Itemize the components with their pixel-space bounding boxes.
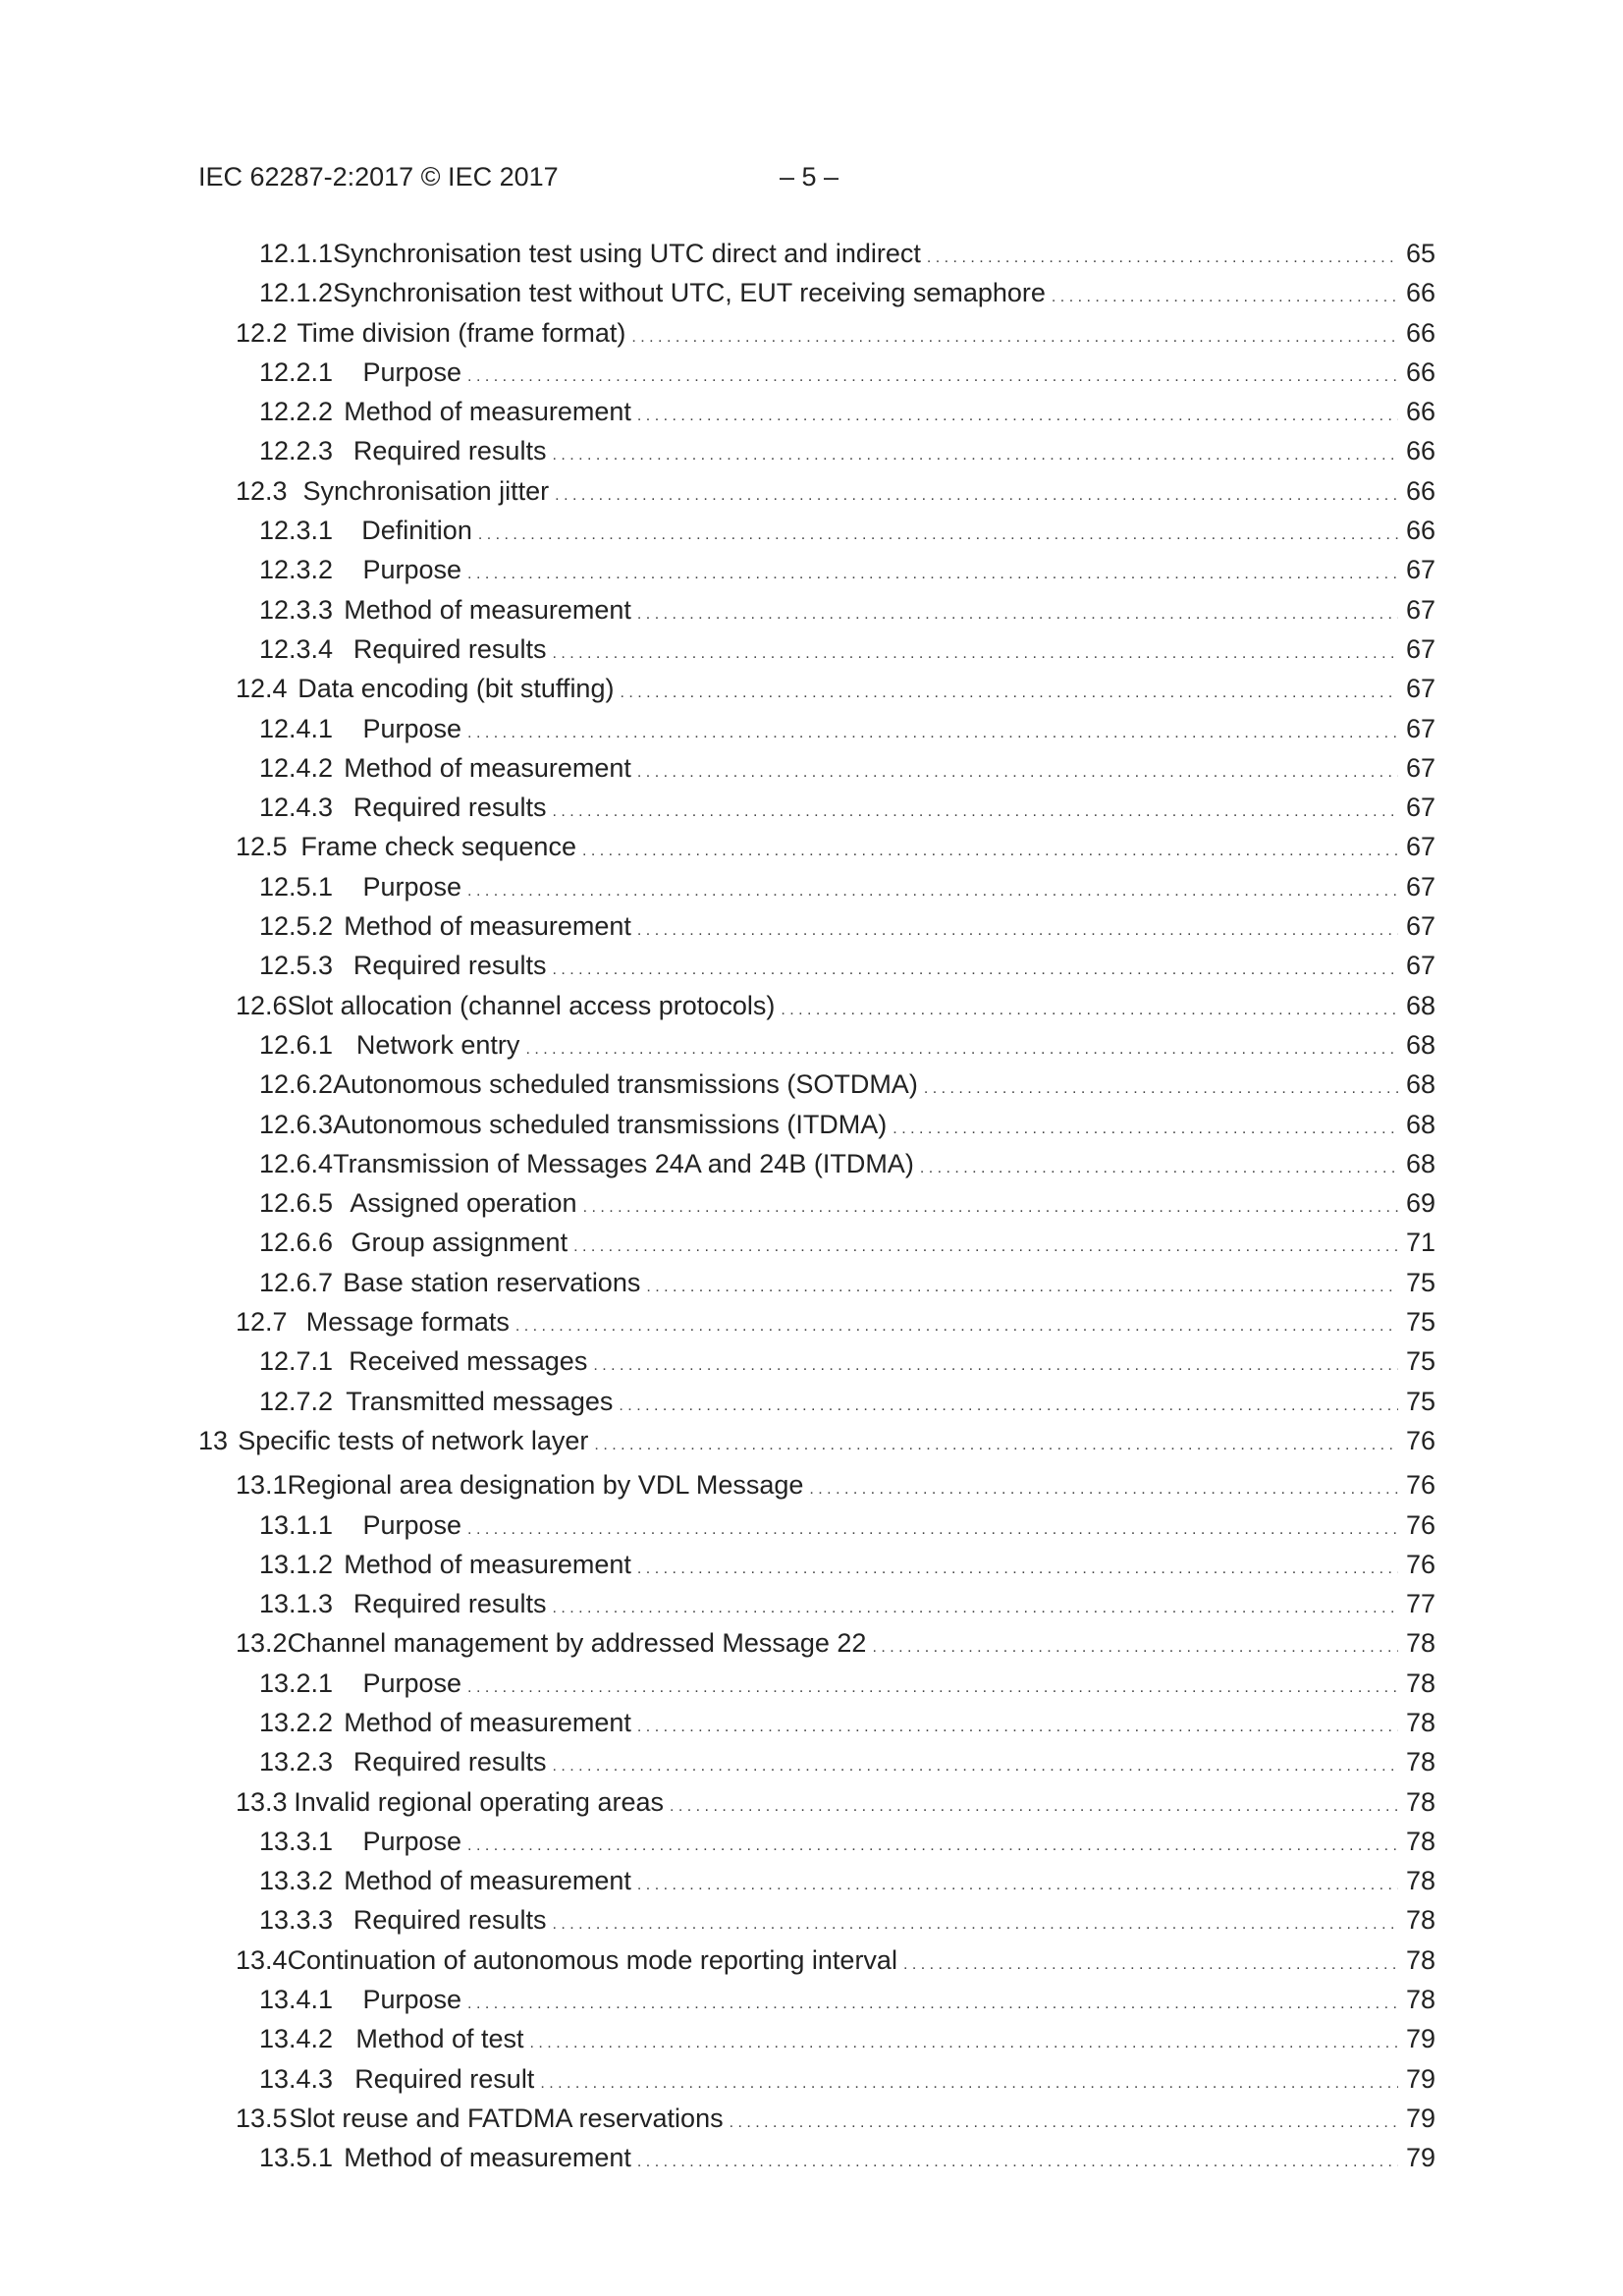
toc-entry-number: 12.3.2 [259, 555, 334, 585]
toc-entry-page: 78 [1405, 1786, 1435, 1817]
toc-entry-page: 76 [1405, 1549, 1435, 1579]
dot-leader [467, 867, 1398, 911]
toc-entry-number: 13.3 [236, 1786, 288, 1817]
dot-leader [467, 1980, 1398, 2024]
toc-entry[interactable] [198, 1545, 1435, 1584]
toc-entry-title: Purpose [362, 1826, 462, 1856]
toc-entry[interactable] [198, 629, 1435, 669]
dot-leader [594, 1421, 1398, 1465]
toc-entry-number: 12.7.2 [259, 1386, 334, 1416]
toc-entry-number: 13.3.2 [259, 1866, 334, 1896]
dot-leader [781, 986, 1398, 1030]
toc-entry[interactable] [198, 2059, 1435, 2099]
toc-entry-number: 12.6.3 [259, 1109, 334, 1139]
toc-entry-number: 12.5.2 [259, 911, 334, 942]
table-of-contents [198, 234, 1435, 2178]
toc-entry[interactable] [198, 1223, 1435, 1262]
toc-entry-title: Purpose [362, 713, 462, 743]
toc-entry[interactable] [198, 2138, 1435, 2177]
toc-entry-title: Required result [354, 2063, 535, 2094]
toc-entry-page: 69 [1405, 1188, 1435, 1219]
toc-entry-title: Required results [352, 436, 547, 466]
toc-entry-title: Required results [352, 1905, 547, 1936]
dot-leader [525, 1025, 1398, 1069]
toc-entry[interactable] [198, 1144, 1435, 1183]
dot-leader [637, 1861, 1398, 1905]
dot-leader [637, 906, 1398, 951]
toc-entry[interactable] [198, 1105, 1435, 1144]
dot-leader [903, 1941, 1398, 1985]
toc-entry-title: Synchronisation test using UTC direct and indirect [333, 239, 921, 268]
toc-entry-title: Slot reuse and FATDMA reservations [289, 2103, 724, 2133]
toc-entry-number: 12.6.2 [259, 1069, 334, 1100]
toc-entry-page: 67 [1405, 871, 1435, 902]
toc-entry-title: Frame check sequence [300, 832, 576, 862]
toc-entry[interactable] [198, 827, 1435, 866]
dot-leader [552, 1584, 1398, 1628]
toc-entry-title: Synchronisation jitter [302, 475, 550, 506]
toc-entry-page: 79 [1405, 2024, 1435, 2054]
toc-entry-page: 67 [1405, 832, 1435, 862]
toc-entry-page: 78 [1405, 1944, 1435, 1975]
toc-entry-page: 79 [1405, 2063, 1435, 2094]
dot-leader [637, 590, 1398, 634]
toc-entry-title: Received messages [349, 1346, 588, 1377]
toc-entry-number: 13.3.3 [259, 1905, 334, 1936]
toc-entry-title: Method of measurement [344, 2143, 631, 2173]
toc-entry-page: 66 [1405, 516, 1435, 546]
toc-entry-page: 78 [1405, 1747, 1435, 1777]
toc-entry-page: 68 [1405, 1029, 1435, 1060]
page-number: – 5 – [780, 162, 839, 191]
toc-entry[interactable] [198, 1302, 1435, 1341]
toc-entry[interactable] [198, 669, 1435, 708]
toc-entry[interactable] [198, 1025, 1435, 1065]
toc-entry-title: Purpose [362, 1667, 462, 1698]
dot-leader [924, 1065, 1398, 1109]
dot-leader [637, 392, 1398, 436]
dot-leader [593, 1341, 1398, 1386]
dot-leader [467, 550, 1398, 594]
toc-entry-page: 67 [1405, 911, 1435, 942]
toc-entry-number: 12.2 [236, 317, 288, 348]
toc-entry-title: Purpose [362, 555, 462, 585]
toc-entry[interactable] [198, 471, 1435, 511]
toc-entry-number: 12.2.3 [259, 436, 334, 466]
dot-leader [552, 788, 1398, 832]
toc-entry-number: 12.7.1 [259, 1346, 334, 1377]
toc-entry-page: 77 [1405, 1589, 1435, 1619]
toc-entry-number: 12.6.1 [259, 1029, 334, 1060]
toc-entry-page: 66 [1405, 278, 1435, 308]
toc-entry-title: Transmitted messages [346, 1386, 614, 1416]
toc-entry[interactable] [198, 2019, 1435, 2058]
toc-entry[interactable] [198, 1742, 1435, 1781]
toc-entry[interactable] [198, 1623, 1435, 1663]
toc-entry-title: Slot allocation (channel access protocols) [287, 990, 776, 1020]
toc-entry-page: 67 [1405, 594, 1435, 625]
toc-entry[interactable] [198, 946, 1435, 985]
toc-entry-title: Base station reservations [343, 1267, 641, 1297]
toc-entry-number: 13.1.2 [259, 1549, 334, 1579]
toc-entry-page: 78 [1405, 1905, 1435, 1936]
toc-entry-title: Required results [352, 793, 547, 823]
toc-entry[interactable] [198, 788, 1435, 827]
toc-entry-title: Synchronisation test without UTC, EUT receiving semaphore [333, 278, 1046, 308]
dot-leader [467, 353, 1398, 397]
toc-entry[interactable] [198, 867, 1435, 906]
dot-leader [637, 748, 1398, 793]
toc-entry-number: 13 [198, 1425, 229, 1455]
toc-entry-title: Autonomous scheduled transmissions (SOTDMA) [333, 1069, 918, 1100]
toc-entry-page: 79 [1405, 2103, 1435, 2133]
toc-entry-title: Group assignment [351, 1228, 568, 1258]
toc-entry[interactable] [198, 590, 1435, 629]
toc-entry-number: 13.1 [236, 1470, 288, 1501]
dot-leader [583, 1183, 1398, 1228]
toc-entry-number: 12.2.1 [259, 356, 334, 387]
toc-entry-number: 12.1.2 [259, 278, 334, 308]
toc-entry-title: Continuation of autonomous mode reporting interval [287, 1944, 897, 1975]
toc-entry-number: 13.4.3 [259, 2063, 334, 2094]
toc-entry[interactable] [198, 1782, 1435, 1822]
toc-entry[interactable] [198, 1341, 1435, 1381]
toc-entry-number: 12.4.3 [259, 793, 334, 823]
dot-leader [552, 629, 1398, 674]
toc-entry[interactable] [198, 1382, 1435, 1421]
dot-leader [872, 1623, 1398, 1667]
toc-entry[interactable] [198, 550, 1435, 589]
toc-entry-number: 12.1.1 [259, 239, 334, 268]
toc-entry-title: Assigned operation [350, 1188, 577, 1219]
toc-entry-number: 12.6.6 [259, 1228, 334, 1258]
toc-entry[interactable] [198, 273, 1435, 312]
toc-entry-title: Transmission of Messages 24A and 24B (ITDMA) [333, 1148, 914, 1178]
toc-entry-number: 12.4.1 [259, 713, 334, 743]
toc-entry-page: 75 [1405, 1307, 1435, 1338]
toc-entry-page: 78 [1405, 1667, 1435, 1698]
toc-entry-title: Purpose [362, 871, 462, 902]
toc-entry-page: 67 [1405, 633, 1435, 664]
dot-leader [552, 431, 1398, 475]
dot-leader [646, 1263, 1398, 1307]
toc-entry-page: 65 [1405, 239, 1435, 268]
toc-entry[interactable] [198, 392, 1435, 431]
toc-entry-page: 67 [1405, 674, 1435, 704]
toc-entry-number: 12.2.2 [259, 397, 334, 427]
toc-entry-title: Method of measurement [344, 911, 631, 942]
toc-entry-title: Specific tests of network layer [238, 1425, 589, 1455]
dot-leader [530, 2019, 1398, 2063]
toc-entry[interactable] [198, 1263, 1435, 1302]
toc-entry-title: Purpose [362, 1509, 462, 1540]
toc-entry-number: 13.1.1 [259, 1509, 334, 1540]
toc-entry-number: 13.4.2 [259, 2024, 334, 2054]
dot-leader [637, 1545, 1398, 1589]
dot-leader [809, 1465, 1398, 1509]
dot-leader [893, 1105, 1398, 1149]
toc-entry-page: 79 [1405, 2143, 1435, 2173]
dot-leader [670, 1782, 1398, 1827]
toc-entry[interactable] [198, 511, 1435, 550]
toc-entry-number: 13.2.1 [259, 1667, 334, 1698]
toc-entry-page: 66 [1405, 317, 1435, 348]
toc-entry-title: Method of measurement [344, 594, 631, 625]
toc-entry-title: Method of measurement [344, 397, 631, 427]
toc-entry[interactable] [198, 1505, 1435, 1545]
toc-entry-page: 78 [1405, 1707, 1435, 1737]
document-id: IEC 62287-2:2017 © IEC 2017 [198, 162, 559, 191]
toc-entry[interactable] [198, 1183, 1435, 1223]
toc-entry-page: 66 [1405, 475, 1435, 506]
toc-entry-page: 71 [1405, 1228, 1435, 1258]
toc-entry-number: 12.5 [236, 832, 288, 862]
toc-entry-title: Data encoding (bit stuffing) [298, 674, 615, 704]
toc-entry-page: 78 [1405, 1826, 1435, 1856]
toc-entry-page: 76 [1405, 1425, 1435, 1455]
dot-leader [555, 471, 1398, 516]
toc-entry-title: Purpose [362, 1985, 462, 2015]
dot-leader [927, 234, 1398, 278]
toc-entry[interactable] [198, 1941, 1435, 1980]
toc-entry-number: 12.4.2 [259, 752, 334, 783]
toc-entry-number: 13.5 [236, 2103, 288, 2133]
toc-entry-number: 12.6.5 [259, 1188, 334, 1219]
dot-leader [620, 669, 1398, 713]
toc-entry-page: 67 [1405, 713, 1435, 743]
dot-leader [467, 1822, 1398, 1866]
toc-entry-title: Network entry [355, 1029, 520, 1060]
toc-entry[interactable] [198, 1664, 1435, 1703]
toc-entry[interactable] [198, 1421, 1435, 1460]
dot-leader [637, 1703, 1398, 1747]
toc-entry[interactable] [198, 234, 1435, 273]
toc-entry-page: 67 [1405, 555, 1435, 585]
dot-leader [631, 313, 1398, 357]
toc-entry-title: Definition [361, 516, 472, 546]
toc-entry-number: 12.3.1 [259, 516, 334, 546]
toc-entry-page: 68 [1405, 1069, 1435, 1100]
toc-entry-page: 68 [1405, 1148, 1435, 1178]
toc-entry-page: 75 [1405, 1267, 1435, 1297]
toc-entry-number: 12.6.4 [259, 1148, 334, 1178]
toc-entry-page: 66 [1405, 436, 1435, 466]
toc-entry-page: 66 [1405, 356, 1435, 387]
toc-entry-title: Purpose [362, 356, 462, 387]
toc-entry[interactable] [198, 1584, 1435, 1623]
toc-entry[interactable] [198, 1980, 1435, 2019]
toc-entry[interactable] [198, 1861, 1435, 1900]
toc-entry[interactable] [198, 748, 1435, 788]
toc-entry-page: 68 [1405, 1109, 1435, 1139]
dot-leader [619, 1382, 1398, 1426]
dot-leader [920, 1144, 1398, 1188]
dot-leader [552, 1900, 1398, 1944]
toc-entry-page: 78 [1405, 1628, 1435, 1659]
toc-entry-number: 13.3.1 [259, 1826, 334, 1856]
toc-entry[interactable] [198, 2099, 1435, 2138]
toc-entry-page: 78 [1405, 1985, 1435, 2015]
dot-leader [540, 2059, 1398, 2104]
dot-leader [552, 946, 1398, 990]
dot-leader [467, 709, 1398, 753]
toc-entry-title: Channel management by addressed Message 22 [287, 1628, 867, 1659]
toc-entry-title: Required results [352, 633, 547, 664]
toc-entry-page: 67 [1405, 793, 1435, 823]
toc-entry-page: 68 [1405, 990, 1435, 1020]
toc-entry-title: Method of measurement [344, 1866, 631, 1896]
toc-entry-title: Autonomous scheduled transmissions (ITDMA) [333, 1109, 888, 1139]
toc-entry-number: 13.2 [236, 1628, 288, 1659]
toc-entry[interactable] [198, 1822, 1435, 1861]
dot-leader [730, 2099, 1398, 2143]
toc-entry-title: Required results [352, 951, 547, 981]
toc-entry-number: 12.6 [236, 990, 288, 1020]
toc-entry-number: 13.2.3 [259, 1747, 334, 1777]
toc-entry-number: 12.3 [236, 475, 288, 506]
dot-leader [467, 1664, 1398, 1708]
toc-entry-page: 78 [1405, 1866, 1435, 1896]
toc-entry-number: 12.6.7 [259, 1267, 334, 1297]
toc-entry-title: Time division (frame format) [297, 317, 626, 348]
toc-entry-page: 67 [1405, 752, 1435, 783]
page-header [198, 157, 1435, 196]
dot-leader [478, 511, 1398, 555]
toc-entry-title: Method of measurement [344, 752, 631, 783]
toc-entry-number: 12.7 [236, 1307, 288, 1338]
toc-entry[interactable] [198, 1465, 1435, 1504]
toc-entry-number: 13.2.2 [259, 1707, 334, 1737]
dot-leader [637, 2138, 1398, 2182]
toc-entry-title: Invalid regional operating areas [294, 1786, 664, 1817]
toc-entry-number: 12.3.3 [259, 594, 334, 625]
toc-entry-number: 12.3.4 [259, 633, 334, 664]
toc-entry-title: Method of measurement [344, 1707, 631, 1737]
dot-leader [552, 1742, 1398, 1786]
toc-entry-number: 12.4 [236, 674, 288, 704]
toc-entry-title: Method of measurement [344, 1549, 631, 1579]
toc-entry[interactable] [198, 313, 1435, 353]
toc-entry-number: 13.4.1 [259, 1985, 334, 2015]
toc-entry[interactable] [198, 1703, 1435, 1742]
toc-entry[interactable] [198, 986, 1435, 1025]
toc-entry-title: Message formats [305, 1307, 510, 1338]
toc-entry-page: 75 [1405, 1386, 1435, 1416]
toc-entry-title: Required results [352, 1747, 547, 1777]
toc-entry[interactable] [198, 1065, 1435, 1104]
toc-entry-number: 13.5.1 [259, 2143, 334, 2173]
toc-entry[interactable] [198, 709, 1435, 748]
toc-entry-number: 12.5.1 [259, 871, 334, 902]
toc-entry-number: 12.5.3 [259, 951, 334, 981]
dot-leader [573, 1223, 1398, 1267]
toc-entry-title: Regional area designation by VDL Message [287, 1470, 804, 1501]
toc-entry-title: Method of test [355, 2024, 524, 2054]
toc-entry-title: Required results [352, 1589, 547, 1619]
dot-leader [582, 827, 1398, 871]
toc-entry-page: 75 [1405, 1346, 1435, 1377]
dot-leader [1052, 273, 1398, 317]
toc-entry-page: 76 [1405, 1470, 1435, 1501]
toc-entry[interactable] [198, 353, 1435, 392]
toc-entry[interactable] [198, 1900, 1435, 1940]
toc-entry[interactable] [198, 431, 1435, 470]
dot-leader [515, 1302, 1398, 1346]
toc-entry-number: 13.4 [236, 1944, 288, 1975]
toc-entry-page: 66 [1405, 397, 1435, 427]
toc-entry-page: 76 [1405, 1509, 1435, 1540]
toc-entry[interactable] [198, 906, 1435, 946]
dot-leader [467, 1505, 1398, 1550]
toc-entry-page: 67 [1405, 951, 1435, 981]
toc-entry-number: 13.1.3 [259, 1589, 334, 1619]
